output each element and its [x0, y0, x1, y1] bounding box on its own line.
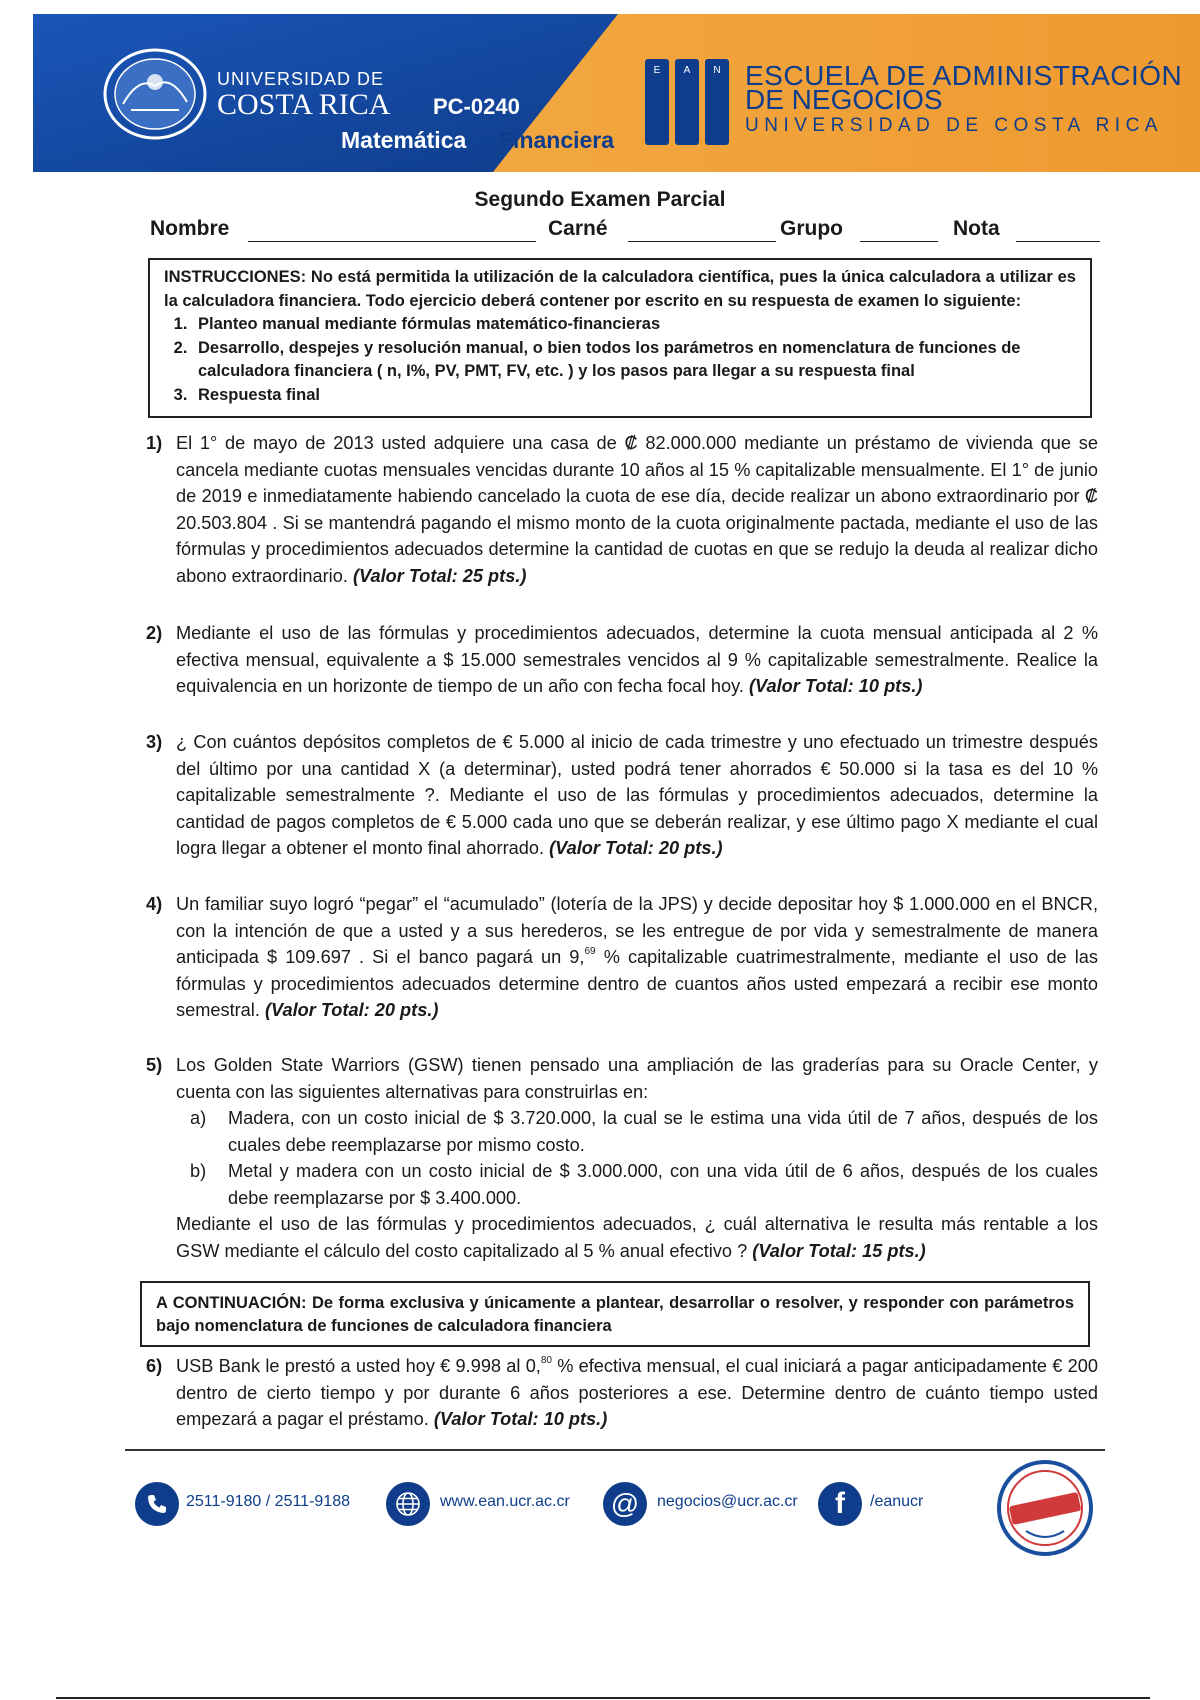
school-name-line2: DE NEGOCIOS: [745, 84, 943, 115]
ucr-seal-icon: [101, 46, 209, 142]
exam-title: Segundo Examen Parcial: [474, 188, 726, 211]
question-4: [146, 891, 1098, 1024]
instruction-item: 3. Respuesta final: [192, 384, 1076, 408]
question-body-cont: % capitalizable cuatrimestralmente, mediante el uso de las fórmulas y procedimientos adecuados determine dentro de cuantos años usted empezará a recibir ese monto semestral.: [176, 947, 1099, 1020]
question-body: Mediante el uso de las fórmulas y procedimientos adecuados, determine la cuota mensual anticipada al 2 % efectiva mensual, equivalente a $ 15.000 semestrales vencidos al 9 % capitalizable semestralmente. Realice la equivalencia en un horizonte de tiempo de un año con fecha focal hoy.: [176, 623, 1098, 696]
question-6: [146, 1353, 1098, 1433]
school-name: [745, 62, 1182, 135]
university-name-line1: UNIVERSIDAD DE: [217, 69, 385, 89]
question-number: 5): [146, 1055, 163, 1075]
rate-superscript: 69: [584, 946, 596, 957]
option-b: [190, 1158, 1098, 1211]
question-intro: Los Golden State Warriors (GSW) tienen pensado una ampliación de las graderías para su Oracle Center, y cuenta con las siguientes alternativas para construirlas en:: [176, 1055, 1098, 1102]
phone-icon: [135, 1482, 179, 1526]
question-number: 4): [146, 894, 163, 914]
school-name-line3: UNIVERSIDAD DE COSTA RICA: [745, 115, 1163, 136]
course-name-part1: Matemática: [341, 127, 467, 153]
at-sign-icon: @: [603, 1482, 647, 1526]
id-label: Carné: [548, 217, 608, 240]
student-fields: [150, 217, 1100, 247]
university-name: [217, 70, 390, 120]
ean-letter-a: A: [683, 65, 691, 76]
question-value: (Valor Total: 10 pts.): [433, 1409, 608, 1429]
question-body: El 1° de mayo de 2013 usted adquiere una casa de ₡ 82.000.000 mediante un préstamo de vivienda que se cancela mediante cuotas mensuales vencidas durante 10 años al 15 % capitalizable mensualmente. El 1° de junio de 2019 e inmediatamente habiendo cancelado la cuota de ese día, decide realizar un abono extraordinario por ₡ 20.503.804 . Si se mantendrá pagando el mismo monto de la cuota originalmente pactada, mediante el uso de las fórmulas y procedimientos adecuados determine la cantidad de cuotas en que se redujo la deuda al realizar dicho abono extraordinario.: [176, 433, 1098, 586]
name-field-line[interactable]: [248, 241, 536, 242]
name-label: Nombre: [150, 217, 230, 240]
question-body-cont: % efectiva mensual, el cual iniciará a pagar anticipadamente € 200 dentro de cierto tiempo y por durante 6 años posteriores a ese. Determine dentro de cuánto tiempo usted empezará a pagar el préstamo.: [176, 1356, 1098, 1429]
question-body: Un familiar suyo logró “pegar” el “acumulado” (lotería de la JPS) y decide depositar hoy $ 1.000.000 en el BNCR, con la intención de que a usted y a sus herederos, se les entregue de por vida y semestralmente de manera anticipada $ 109.697 . Si el banco pagará un 9,: [176, 894, 1098, 967]
footer-email[interactable]: negocios@ucr.ac.cr: [657, 1493, 798, 1510]
ean-letter-e: E: [653, 65, 661, 76]
question-text: [176, 430, 1098, 589]
question-value: (Valor Total: 10 pts.): [748, 676, 923, 696]
grade-label: Nota: [953, 217, 1000, 240]
footer-divider: [125, 1449, 1105, 1451]
question-5: [146, 1052, 1098, 1264]
option-label: b): [190, 1161, 207, 1181]
course-name-part2: Financiera: [499, 127, 615, 153]
ean-logo-icon: [645, 59, 730, 149]
question-number: 1): [146, 433, 163, 453]
footer-phone: 2511-9180 / 2511-9188: [186, 1493, 350, 1510]
question-1: [146, 430, 1098, 589]
question-text: [176, 729, 1098, 862]
grade-field-line[interactable]: [1016, 241, 1100, 242]
option-text: Metal y madera con un costo inicial de $ 3.000.000, con una vida útil de 6 años, después de los cuales debe reemplazarse por $ 3.400.000.: [228, 1161, 1098, 1208]
question-value: (Valor Total: 20 pts.): [549, 838, 723, 858]
instruction-item: 2. Desarrollo, despejes y resolución manual, o bien todos los parámetros en nomenclatura de funciones de calculadora financiera ( n, I%, PV, PMT, FV, etc. ) y los pasos para llegar a su respuesta final: [192, 337, 1076, 384]
facebook-icon: f: [818, 1482, 862, 1526]
continuation-box: A CONTINUACIÓN: De forma exclusiva y únicamente a plantear, desarrollar o resolver, y responder con parámetros bajo nomenclatura de funciones de calculadora financiera: [140, 1281, 1090, 1347]
question-value: (Valor Total: 25 pts.): [352, 565, 527, 586]
question-text: [176, 1353, 1098, 1433]
footer-facebook[interactable]: /eanucr: [870, 1493, 924, 1510]
question-body: USB Bank le prestó a usted hoy € 9.998 al 0,: [176, 1356, 541, 1376]
id-field-line[interactable]: [628, 241, 776, 242]
instructions-lead: INSTRUCCIONES: No está permitida la utilización de la calculadora científica, pues la única calculadora a utilizar es la calculadora financiera. Todo ejercicio deberá contener por escrito en su respuesta de examen lo siguiente:: [164, 268, 1076, 310]
instruction-item: 1. Planteo manual mediante fórmulas matemático-financieras: [192, 313, 1076, 337]
globe-icon: [386, 1482, 430, 1526]
footer-website[interactable]: www.ean.ucr.ac.cr: [440, 1493, 570, 1510]
question-3: [146, 729, 1098, 862]
university-name-line2: COSTA RICA: [217, 88, 391, 121]
accreditation-badge-icon: [996, 1459, 1094, 1557]
course-code: PC-0240: [433, 94, 520, 119]
question-text: [176, 620, 1098, 700]
group-field-line[interactable]: [860, 241, 938, 242]
rate-superscript: 80: [540, 1355, 552, 1366]
question-number: 6): [146, 1356, 163, 1376]
page-bottom-line: [56, 1697, 1150, 1699]
question-body: Mediante el uso de las fórmulas y procedimientos adecuados, ¿ cuál alternativa le resulta más rentable a los GSW mediante el cálculo del costo capitalizado al 5 % anual efectivo ?: [176, 1214, 1098, 1261]
school-name-line1: ESCUELA DE ADMINISTRACIÓN: [745, 60, 1183, 91]
instructions-box: [148, 258, 1092, 418]
question-closing: [176, 1211, 1098, 1264]
question-number: 2): [146, 623, 163, 643]
header-banner: [33, 14, 1200, 172]
option-label: a): [190, 1108, 207, 1128]
question-2: [146, 620, 1098, 700]
instructions-list: [164, 313, 1076, 407]
question-body: ¿ Con cuántos depósitos completos de € 5.000 al inicio de cada trimestre y uno efectuado un trimestre después del último por una cantidad X (a determinar), usted podrá tener ahorrados € 50.000 si la tasa es del 10 % capitalizable semestralmente ?. Mediante el uso de las fórmulas y procedimientos adecuados, determine la cantidad de pagos completos de € 5.000 cada uno que se deberán realizar, y ese último pago X mediante el cual logra llegar a obtener el monto final ahorrado.: [176, 732, 1098, 858]
question-number: 3): [146, 732, 163, 752]
option-a: [190, 1105, 1098, 1158]
question-value: (Valor Total: 15 pts.): [752, 1240, 926, 1261]
question-value: (Valor Total: 20 pts.): [264, 1000, 439, 1020]
question-text: [176, 891, 1098, 1024]
ean-letter-n: N: [713, 65, 721, 76]
group-label: Grupo: [780, 217, 843, 240]
option-text: Madera, con un costo inicial de $ 3.720.000, la cual se le estima una vida útil de 7 años, después de los cuales debe reemplazarse por mismo costo.: [228, 1108, 1098, 1155]
